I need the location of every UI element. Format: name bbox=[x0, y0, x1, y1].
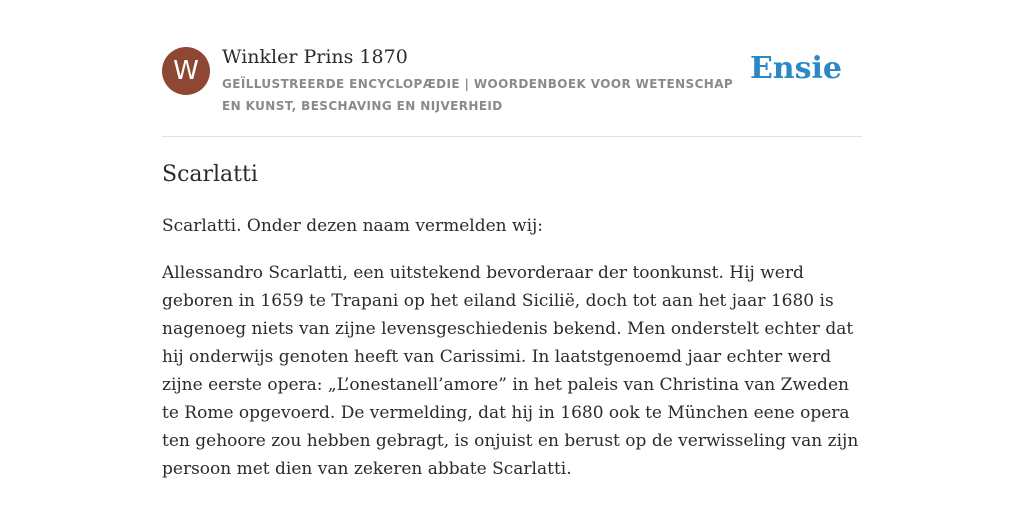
source-subtitle: GEÏLLUSTREERDE ENCYCLOPÆDIE | WOORDENBOEK VOOR WETENSCHAP EN KUNST, BESCHAVING EN NIJVERHEID bbox=[222, 77, 734, 113]
article-paragraph: Allessandro Scarlatti, een uitstekend bevorderaar der toonkunst. Hij werd geboren in 1659 te Trapani op het eiland Sicilië, doch tot aan het jaar 1680 is nagenoeg niets van zijne levensgeschiedenis bekend. Men onderstelt echter dat hij onderwijs genoten heeft van Carissimi. In laatstgenoemd jaar echter werd zijne eerste opera: „L’onestanell’amore” in het paleis van Christina van Zweden te Rome opgevoerd. De vermelding, dat hij in 1680 ook te München eene opera ten gehoore zou hebben gebragt, is onjuist en berust op de verwisseling van zijn persoon met dien van zekeren abbate Scarlatti. bbox=[162, 263, 859, 479]
source-avatar: W bbox=[162, 47, 210, 95]
ensie-logo[interactable]: Ensie bbox=[749, 51, 842, 86]
article bbox=[162, 158, 862, 483]
article-title: Scarlatti bbox=[162, 162, 258, 187]
article-paragraph: Scarlatti. Onder dezen naam vermelden wij: bbox=[162, 216, 544, 236]
header bbox=[162, 44, 862, 137]
source-title[interactable]: Winkler Prins 1870 bbox=[222, 46, 408, 68]
